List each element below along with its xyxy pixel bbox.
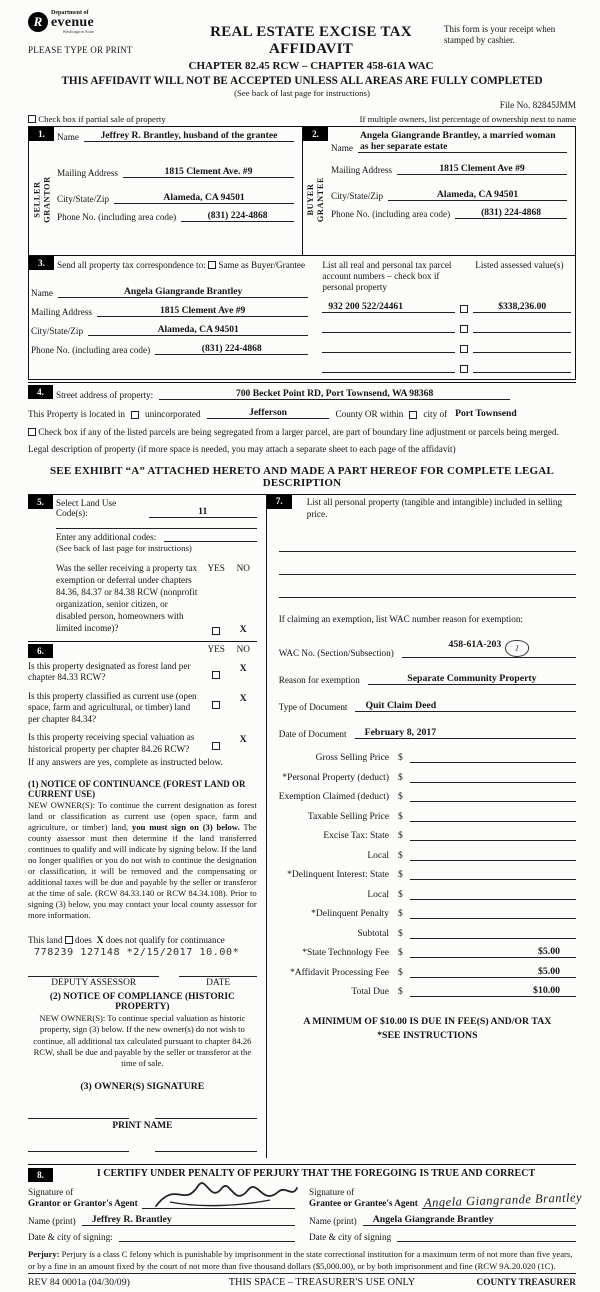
parcel-number-2 [322,321,455,333]
dept-of-revenue-logo [28,10,178,35]
continuance-qualify-line: This land does X does not qualify for continuance [28,935,225,947]
fee-label-13: Total Due [351,987,389,997]
fee-row [279,771,576,783]
form-title: REAL ESTATE EXCISE TAX AFFIDAVIT [210,24,412,57]
buyer-mailing-address: 1815 Clement Ave #9 [397,163,567,175]
not-accepted-notice: THIS AFFIDAVIT WILL NOT BE ACCEPTED UNLESS ALL AREAS ARE FULLY COMPLETED [61,75,543,87]
logo-washington-state: Washington State [62,29,95,34]
notice-continuance-body: NEW OWNER(S): To continue the current designation as forest land or classification as current use (open space, farm and agriculture, or timber) land, you must sign on (3) below. The county assessor must then determine if the land transferred continues to qualify and will indicate by signing below. If the land no longer qualifies or you do not wish to continue the designation or classification, it will be removed and the compensating or additional taxes will be due and payable by the seller or transferor at the time of sale. (RCW 84.33.140 or RCW 84.34.108). Prior to signing (3) below, you may contact your local county assessor for more information. [28,800,257,921]
certify-statement: I CERTIFY UNDER PENALTY OF PERJURY THAT THE FOREGOING IS TRUE AND CORRECT [96,1168,536,1180]
dollar-sign: $ [398,811,403,822]
parcel-row [322,321,571,333]
fee-value-11: $5.00 [410,946,576,958]
fee-label-7: *Delinquent Interest: State [287,870,389,880]
tax-exemption-question: Was the seller receiving a property tax exemption or deferral under chapters 84.36, 84.37 or 84.38 RCW (nonprofit organization, senior citizen, or disabled person, homeowners with limited income)? [56,563,198,633]
q6-no-answer-1: X [239,662,247,674]
fee-label-8: Local [367,889,389,900]
buyer-grantee-side-label: BUYER GRANTEE [306,177,326,223]
personal-property-checkbox-3[interactable] [460,345,468,353]
notice-compliance-body: NEW OWNER(S): To continue special valuation as historic property, sign (3) below. If the new owner(s) do not wish to continue, all additional tax calculated pursuant to chapter 84.26 RCW, shall be due and payable by the seller or transferor at the time of sale. [33,1013,252,1068]
personal-property-checkbox-1[interactable] [460,305,468,313]
exemption-note: If claiming an exemption, list WAC number reason for exemption: [278,614,523,624]
parcel-number-3 [322,341,455,353]
fee-value-5 [410,829,576,841]
fee-row [279,849,576,861]
fee-row [279,966,576,978]
seller-grantor-section: 1. SELLER GRANTOR Name Jeffrey R. Brantley, husband of the grantee Mailing Address 1815 Clement Ave. #9 City/State/Zip Alameda, CA 94501 Phone No. (including area code) (831) 224-4868 [29,127,302,255]
fee-value-10 [410,927,576,939]
multiple-owners-note: If multiple owners, list percentage of ownership next to name [359,114,576,124]
seller-phone: (831) 224-4868 [181,210,294,222]
street-address-value: 700 Becket Point RD, Port Townsend, WA 98368 [159,388,510,400]
assessed-value-4 [473,361,571,373]
seller-grantor-side-label: SELLER GRANTOR [32,176,51,224]
fee-value-13: $10.00 [410,985,576,997]
owner-signature-line-1[interactable] [28,1118,129,1119]
right-column: 7. List all personal property (tangible and intangible) included in selling price. If claiming an exemption, list WAC number reason for exemption: WAC No. (Section/Subsection) 458-61A-203 1 Reason for exemption Separate Community Property Type of Document Quit Claim Deed Date of Document February 8, 2017 Gross Selling Price $ *Personal Property (deduct) $ Exemption Claimed (deduct) $ Taxable Selling Price $ Excise Tax: State $ Local $ *Delinquent Interest: State $ Local $ *Delinquent Penalty $ Subtotal $ *State Technology Fee $ $5.00 *Affidavit Processing Fee $ $5.00 Total Due $ $10.00 A MINIMUM OF $10.00 IS DUE IN FEE(S) AND/OR TAX *SEE INSTRUCTIONS [267,495,576,1158]
city-value: Port Townsend [455,408,517,420]
section-8-badge: 8. [28,1168,53,1182]
dollar-sign: $ [398,831,403,841]
certification-section [28,1164,583,1292]
fee-row [279,751,576,763]
dollar-sign: $ [398,792,403,802]
parcel-row [322,361,571,373]
wac-handwritten-circle: 1 [504,639,530,658]
see-back-instructions: (See back of last page for instructions) [234,88,370,98]
q6-no-answer-3: X [239,734,247,746]
fee-label-1: Gross Selling Price [315,753,389,763]
parties-box [28,126,576,379]
land-use-section: 5. Select Land Use Code(s): 11 Enter any additional codes: (See back of last page for instructions) Was the seller receiving a property tax exemption or deferral under chapters 84.36, 84.37 or 84.38 RCW (nonprofit organization, senior citizen, or disabled person, homeowners with limited income)? YES NO X [28,495,257,635]
fee-row [279,946,576,958]
fee-row [279,810,576,822]
city-of-checkbox[interactable] [409,411,417,419]
fee-label-3: Exemption Claimed (deduct) [278,792,389,802]
file-number: File No. 82845JMM [499,101,576,111]
grantee-date-line[interactable] [397,1231,576,1242]
q6-yes-checkbox-2[interactable] [212,701,220,709]
buyer-phone: (831) 224-4868 [455,207,567,219]
section-7-badge: 7. [267,495,292,509]
dollar-sign: $ [398,772,403,783]
notice-compliance-title: (2) NOTICE OF COMPLIANCE (HISTORIC PROPERTY) [49,992,235,1013]
fee-label-2: *Personal Property (deduct) [282,772,389,783]
parcel-header: List all real and personal tax parcel account numbers – check box if personal property [322,260,452,293]
designation-question-row [28,661,257,684]
fee-row [279,829,576,841]
personal-property-label: List all personal property (tangible and intangible) included in selling price. [306,497,563,520]
q6-no-answer-2: X [239,692,247,704]
segregated-label: Check box if any of the listed parcels are being segregated from a larger parcel, are part of boundary line adjustment or parcels being merged. [38,427,559,438]
please-type-or-print: PLEASE TYPE OR PRINT [28,44,133,55]
seller-name-value: Jeffrey R. Brantley, husband of the grantee [84,130,294,142]
grantor-signature-line[interactable] [142,1195,295,1209]
assessed-value-3 [473,341,571,353]
section-4-badge: 4. [28,385,53,399]
fee-row [279,868,576,880]
fee-value-4 [410,810,576,822]
form-footer [28,1277,576,1292]
land-use-code-value: 11 [149,506,257,518]
wac-number-value: 458-61A-203 1 [402,639,576,658]
personal-property-line-3[interactable] [279,581,576,598]
fee-value-6 [410,849,576,861]
fee-row [279,790,576,802]
correspondence-city-state-zip: Alameda, CA 94501 [88,324,308,336]
land-does-checkbox[interactable] [65,936,73,944]
parcel-list [318,256,575,379]
fee-label-10: Subtotal [357,928,389,939]
revenue-r-icon: R [28,12,48,32]
if-yes-note: If any answers are yes, complete as instructed below. [28,757,223,768]
cashier-receipt-stamp: 778239 127148 *2/15/2017 10.00* [34,947,240,958]
footer-rule [28,1273,576,1274]
land-does-not-x: X [96,935,104,947]
fee-value-3 [410,790,576,802]
date-line: DATE [179,976,256,988]
assessed-value-2 [473,321,571,333]
dollar-sign: $ [398,889,403,900]
q5-no-answer: X [239,623,247,635]
minimum-due-note: A MINIMUM OF $10.00 IS DUE IN FEE(S) AND/OR TAX *SEE INSTRUCTIONS [303,1016,552,1042]
parcel-number-1: 932 200 522/24461 [322,301,455,313]
grantee-signature-script: Angela Giangrande Brantley [423,1190,583,1210]
personal-property-checkbox-2[interactable] [460,325,468,333]
logo-revenue: evenue [51,15,95,30]
chapter-line: CHAPTER 82.45 RCW – CHAPTER 458-61A WAC [188,60,434,72]
parcel-row [322,341,571,353]
fee-value-12: $5.00 [410,966,576,978]
personal-property-section [275,495,576,521]
dollar-sign: $ [398,987,403,997]
fee-label-11: *State Technology Fee [302,948,389,958]
fee-row [279,888,576,900]
personal-property-line-1[interactable] [279,535,576,552]
fee-value-2 [410,771,576,783]
fee-table [279,751,576,997]
seller-city-state-zip: Alameda, CA 94501 [114,192,294,204]
print-name-heading: PRINT NAME [112,1121,173,1132]
fee-row [279,927,576,939]
dollar-sign: $ [398,928,403,939]
correspondence-name: Angela Giangrande Brantley [58,286,308,298]
grantor-signature-scrawl [150,1178,300,1212]
fee-label-9: *Delinquent Penalty [311,909,389,919]
seller-mailing-address: 1815 Clement Ave. #9 [123,166,294,178]
dollar-sign: $ [398,909,403,919]
double-rule [28,379,576,383]
designation-section: 6. YES NO Is this property designated as forest land per chapter 84.33 RCW? X Is this property classified as current use (open space, farm and agricultural, or timber) land per chapter 84.34? X Is this property receiving special valuation as historical property per chapter 84.26 RCW? X If any answers are yes, complete as instructed below. (1) NOTICE OF CONTINUANCE (FOREST LAND OR CURRENT USE) NEW OWNER(S): To continue the current designation as forest land or classification as current use (open space, farm and agriculture, or timber) land, you must sign on (3) below. The county assessor must then determine if the land transferred continues to qualify and will indicate by signing below. If the land no longer qualifies or you do not wish to continue the designation or classification, it will be removed and the compensating or additional taxes will be due and payable by the seller or transferor at the time of sale. (RCW 84.33.140 or RCW 84.34.108). Prior to signing (3) below, you may contact your local county assessor for more information. This land does X does not qualify for continuance DEPUTY ASSESSOR DATE (2) NOTICE OF COMPLIANCE (HISTORIC PROPERTY) NEW OWNER(S): To continue special valuation as historic property, sign (3) below. If the new owner(s) do not wish to continue, all additional tax calculated pursuant to chapter 84.26 RCW, shall be due and payable by the seller or transferor at the time of sale. (3) OWNER(S) SIGNATURE PRINT NAME [28,641,257,1152]
document-date-value: February 8, 2017 [355,727,576,739]
partial-sale-checkbox[interactable] [28,115,36,123]
grantor-printed-name: Jeffrey R. Brantley [82,1214,295,1226]
deputy-assessor-line: DEPUTY ASSESSOR [28,976,159,988]
left-column [28,495,267,1158]
buyer-city-state-zip: Alameda, CA 94501 [388,189,567,201]
notice-continuance-title: (1) NOTICE OF CONTINUANCE (FOREST LAND OR CURRENT USE) [28,779,246,800]
dollar-sign: $ [398,850,403,861]
fee-value-7 [410,868,576,880]
fee-value-8 [410,888,576,900]
dollar-sign: $ [398,870,403,880]
grantor-signature-block: Signature of Grantor or Grantor's Agent Name (print) Jeffrey R. Brantley Date & city of signing: [28,1187,295,1242]
parcel-row [322,301,571,313]
assessed-value-1: $338,236.00 [473,301,571,313]
section-6-badge: 6. [28,644,53,658]
fee-label-4: Taxable Selling Price [307,811,389,822]
additional-codes-field[interactable] [164,532,256,542]
county-treasurer-label: COUNTY TREASURER [476,1278,576,1289]
grantor-date-line[interactable] [119,1231,295,1242]
buyer-name-value: Angela Giangrande Brantley, a married woman as her separate estate [358,130,567,153]
rev-number: REV 84 0001a (04/30/09) [28,1277,130,1289]
fee-label-5: Excise Tax: State [323,831,389,841]
buyer-grantee-section: 2. BUYER GRANTEE Name Angela Giangrande Brantley, a married woman as her separate estate Mailing Address 1815 Clement Ave #9 City/State/Zip Alameda, CA 94501 Phone No. (including area code) (831) 224-4868 [302,127,575,255]
section-3-badge: 3. [29,256,54,270]
designation-question-row [28,732,257,755]
fee-label-6: Local [367,850,389,861]
dollar-sign: $ [398,753,403,763]
logo-department-of: Department of [51,10,89,16]
dollar-sign: $ [398,948,403,958]
unincorporated-checkbox[interactable] [131,411,139,419]
legal-description-label: Legal description of property (if more space is needed, you may attach a separate sheet to each page of the affidavit) [28,444,456,455]
personal-property-line-2[interactable] [279,558,576,575]
owner-signature-line-2[interactable] [155,1118,256,1119]
q6-text-1: Is this property designated as forest land per chapter 84.33 RCW? [28,660,191,683]
county-value: Jefferson [207,407,330,419]
grantee-signature-block: Signature of Grantee or Grantee's Agent Angela Giangrande Brantley Name (print) Angela Giangrande Brantley Date & city of signing [309,1187,583,1243]
exhibit-a-line: SEE EXHIBIT “A” ATTACHED HERETO AND MADE A PART HEREOF FOR COMPLETE LEGAL DESCRIPTION [49,465,554,490]
segregated-checkbox[interactable] [28,428,36,436]
section-1-badge: 1. [29,127,54,141]
parcel-number-4 [322,361,455,373]
treasurers-use-label: THIS SPACE – TREASURER'S USE ONLY [228,1277,416,1289]
receipt-note: This form is your receipt when stamped by cashier. [444,24,556,46]
dollar-sign: $ [398,967,403,978]
form-header [28,10,576,72]
section-2-badge: 2. [303,127,328,141]
q6-text-2: Is this property classified as current use (open space, farm and agricultural, or timber) land per chapter 84.34? [28,690,197,724]
partial-sale-label: Check box if partial sale of property [38,114,166,124]
designation-question-row [28,691,257,726]
q6-yes-checkbox-3[interactable] [212,742,220,750]
owners-signature-heading: (3) OWNER(S) SIGNATURE [80,1081,205,1093]
q6-yes-checkbox-1[interactable] [212,671,220,679]
q5-yes-checkbox[interactable] [212,627,220,635]
grantee-signature-line[interactable] [422,1190,583,1210]
fee-row [279,985,576,997]
q6-text-3: Is this property receiving special valuation as historical property per chapter 84.26 RCW? [28,732,195,754]
assessed-header: Listed assessed value(s) [475,260,564,270]
same-as-buyer-checkbox[interactable] [208,261,216,269]
property-address-section: 4. Street address of property: 700 Becket Point RD, Port Townsend, WA 98368 This Property is located in unincorporated Jefferson County OR within city of Port Townsend Check box if any of the listed parcels are being segregated from a larger parcel, are part of boundary line adjustment or parcels being merged. Legal description of property (if more space is needed, you may attach a separate sheet to each page of the affidavit) [28,385,576,456]
fee-row [279,907,576,919]
print-name-line-2[interactable] [155,1151,256,1152]
section-5-badge: 5. [28,495,53,509]
document-type-value: Quit Claim Deed [355,700,576,712]
correspondence-phone: (831) 224-4868 [155,343,308,355]
fee-value-1 [410,751,576,763]
grantee-printed-name: Angela Giangrande Brantley [363,1214,576,1226]
print-name-line-1[interactable] [28,1151,129,1152]
personal-property-checkbox-4[interactable] [460,365,468,373]
correspondence-mailing-address: 1815 Clement Ave #9 [97,305,308,317]
exemption-reason-value: Separate Community Property [368,673,576,685]
perjury-statement: Perjury: Perjury is a class C felony which is punishable by imprisonment in the state correctional institution for a maximum term of not more than five years, or by a fine in an amount fixed by the court of not more than five thousand dollars ($5,000.00), or by both imprisonment and fine (RCW 9A.20.020 (1C). [28,1249,573,1271]
tax-correspondence-section: 3. Send all property tax correspondence to: Same as Buyer/Grantee Name Angela Giangrande Brantley Mailing Address 1815 Clement Ave #9 City/State/Zip Alameda, CA 94501 Phone No. (including area code) (831) 224-4868 List all real and personal tax parcel account numbers – check box if personal property Listed assessed value(s) 932 200 522/24461 $338,236.00 [29,256,575,379]
fee-value-9 [410,907,576,919]
fee-label-12: *Affidavit Processing Fee [289,967,389,978]
